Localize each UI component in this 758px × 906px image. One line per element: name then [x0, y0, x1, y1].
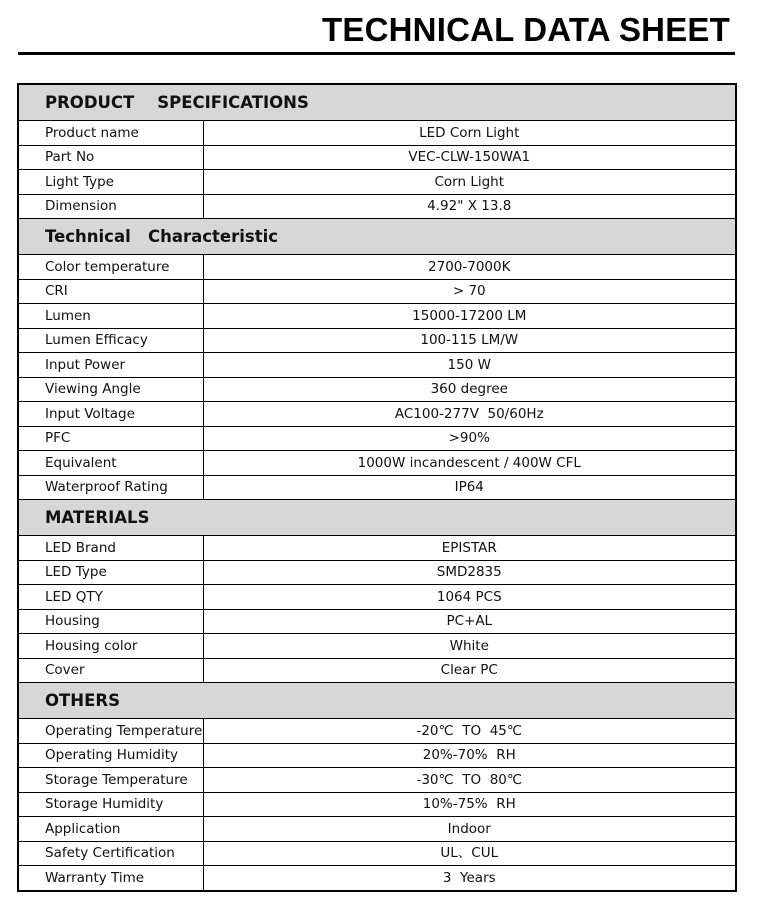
- spec-value: 150 W: [203, 353, 736, 378]
- spec-value: LED Corn Light: [203, 121, 736, 146]
- title-divider: [18, 52, 735, 55]
- table-row: [18, 743, 736, 768]
- spec-label: Color temperature: [18, 255, 203, 280]
- table-row: [18, 841, 736, 866]
- table-row: [18, 634, 736, 659]
- spec-label: Operating Temperature: [18, 719, 203, 744]
- spec-label: Cover: [18, 658, 203, 683]
- table-row: [18, 145, 736, 170]
- table-row: [18, 451, 736, 476]
- section-heading: Technical Characteristic: [18, 219, 736, 255]
- spec-value: AC100-277V 50/60Hz: [203, 402, 736, 427]
- spec-value: VEC-CLW-150WA1: [203, 145, 736, 170]
- spec-value: >90%: [203, 426, 736, 451]
- spec-value: 1064 PCS: [203, 585, 736, 610]
- table-row: [18, 194, 736, 219]
- table-row: [18, 536, 736, 561]
- spec-value: -20℃ TO 45℃: [203, 719, 736, 744]
- spec-label: Dimension: [18, 194, 203, 219]
- spec-label: LED QTY: [18, 585, 203, 610]
- spec-label: Operating Humidity: [18, 743, 203, 768]
- spec-value: 1000W incandescent / 400W CFL: [203, 451, 736, 476]
- table-row: [18, 475, 736, 500]
- spec-label: Product name: [18, 121, 203, 146]
- spec-value: 4.92" X 13.8: [203, 194, 736, 219]
- spec-label: Light Type: [18, 170, 203, 195]
- spec-label: LED Brand: [18, 536, 203, 561]
- spec-value: Indoor: [203, 817, 736, 842]
- spec-label: Storage Temperature: [18, 768, 203, 793]
- spec-label: Safety Certification: [18, 841, 203, 866]
- spec-value: 2700-7000K: [203, 255, 736, 280]
- section-header: [18, 219, 736, 255]
- table-row: [18, 560, 736, 585]
- table-row: [18, 402, 736, 427]
- table-row: [18, 609, 736, 634]
- section-header: [18, 500, 736, 536]
- spec-value: SMD2835: [203, 560, 736, 585]
- spec-table: [17, 83, 737, 892]
- spec-value: > 70: [203, 279, 736, 304]
- table-row: [18, 121, 736, 146]
- table-row: [18, 279, 736, 304]
- section-heading: OTHERS: [18, 683, 736, 719]
- spec-value: 3 Years: [203, 866, 736, 891]
- spec-label: Lumen: [18, 304, 203, 329]
- spec-label: Input Voltage: [18, 402, 203, 427]
- section-header: [18, 84, 736, 121]
- spec-value: 100-115 LM/W: [203, 328, 736, 353]
- spec-label: Housing color: [18, 634, 203, 659]
- spec-label: LED Type: [18, 560, 203, 585]
- table-row: [18, 817, 736, 842]
- spec-label: Storage Humidity: [18, 792, 203, 817]
- table-row: [18, 768, 736, 793]
- spec-label: Part No: [18, 145, 203, 170]
- spec-value: 20%-70% RH: [203, 743, 736, 768]
- table-row: [18, 377, 736, 402]
- spec-label: Viewing Angle: [18, 377, 203, 402]
- spec-label: Housing: [18, 609, 203, 634]
- spec-label: Input Power: [18, 353, 203, 378]
- table-row: [18, 353, 736, 378]
- section-header: [18, 683, 736, 719]
- table-row: [18, 304, 736, 329]
- table-row: [18, 866, 736, 891]
- page-title: TECHNICAL DATA SHEET: [322, 11, 730, 48]
- spec-label: CRI: [18, 279, 203, 304]
- table-row: [18, 426, 736, 451]
- section-heading: MATERIALS: [18, 500, 736, 536]
- table-row: [18, 170, 736, 195]
- spec-label: Equivalent: [18, 451, 203, 476]
- table-row: [18, 328, 736, 353]
- spec-value: White: [203, 634, 736, 659]
- table-row: [18, 585, 736, 610]
- table-row: [18, 719, 736, 744]
- spec-value: EPISTAR: [203, 536, 736, 561]
- spec-value: -30℃ TO 80℃: [203, 768, 736, 793]
- spec-label: Lumen Efficacy: [18, 328, 203, 353]
- spec-value: IP64: [203, 475, 736, 500]
- spec-value: 15000-17200 LM: [203, 304, 736, 329]
- table-row: [18, 792, 736, 817]
- spec-label: Waterproof Rating: [18, 475, 203, 500]
- spec-value: 10%-75% RH: [203, 792, 736, 817]
- spec-value: PC+AL: [203, 609, 736, 634]
- spec-value: UL、CUL: [203, 841, 736, 866]
- spec-value: Clear PC: [203, 658, 736, 683]
- table-row: [18, 658, 736, 683]
- table-row: [18, 255, 736, 280]
- spec-label: Application: [18, 817, 203, 842]
- section-heading: PRODUCT SPECIFICATIONS: [18, 84, 736, 121]
- spec-value: 360 degree: [203, 377, 736, 402]
- spec-label: Warranty Time: [18, 866, 203, 891]
- spec-value: Corn Light: [203, 170, 736, 195]
- spec-label: PFC: [18, 426, 203, 451]
